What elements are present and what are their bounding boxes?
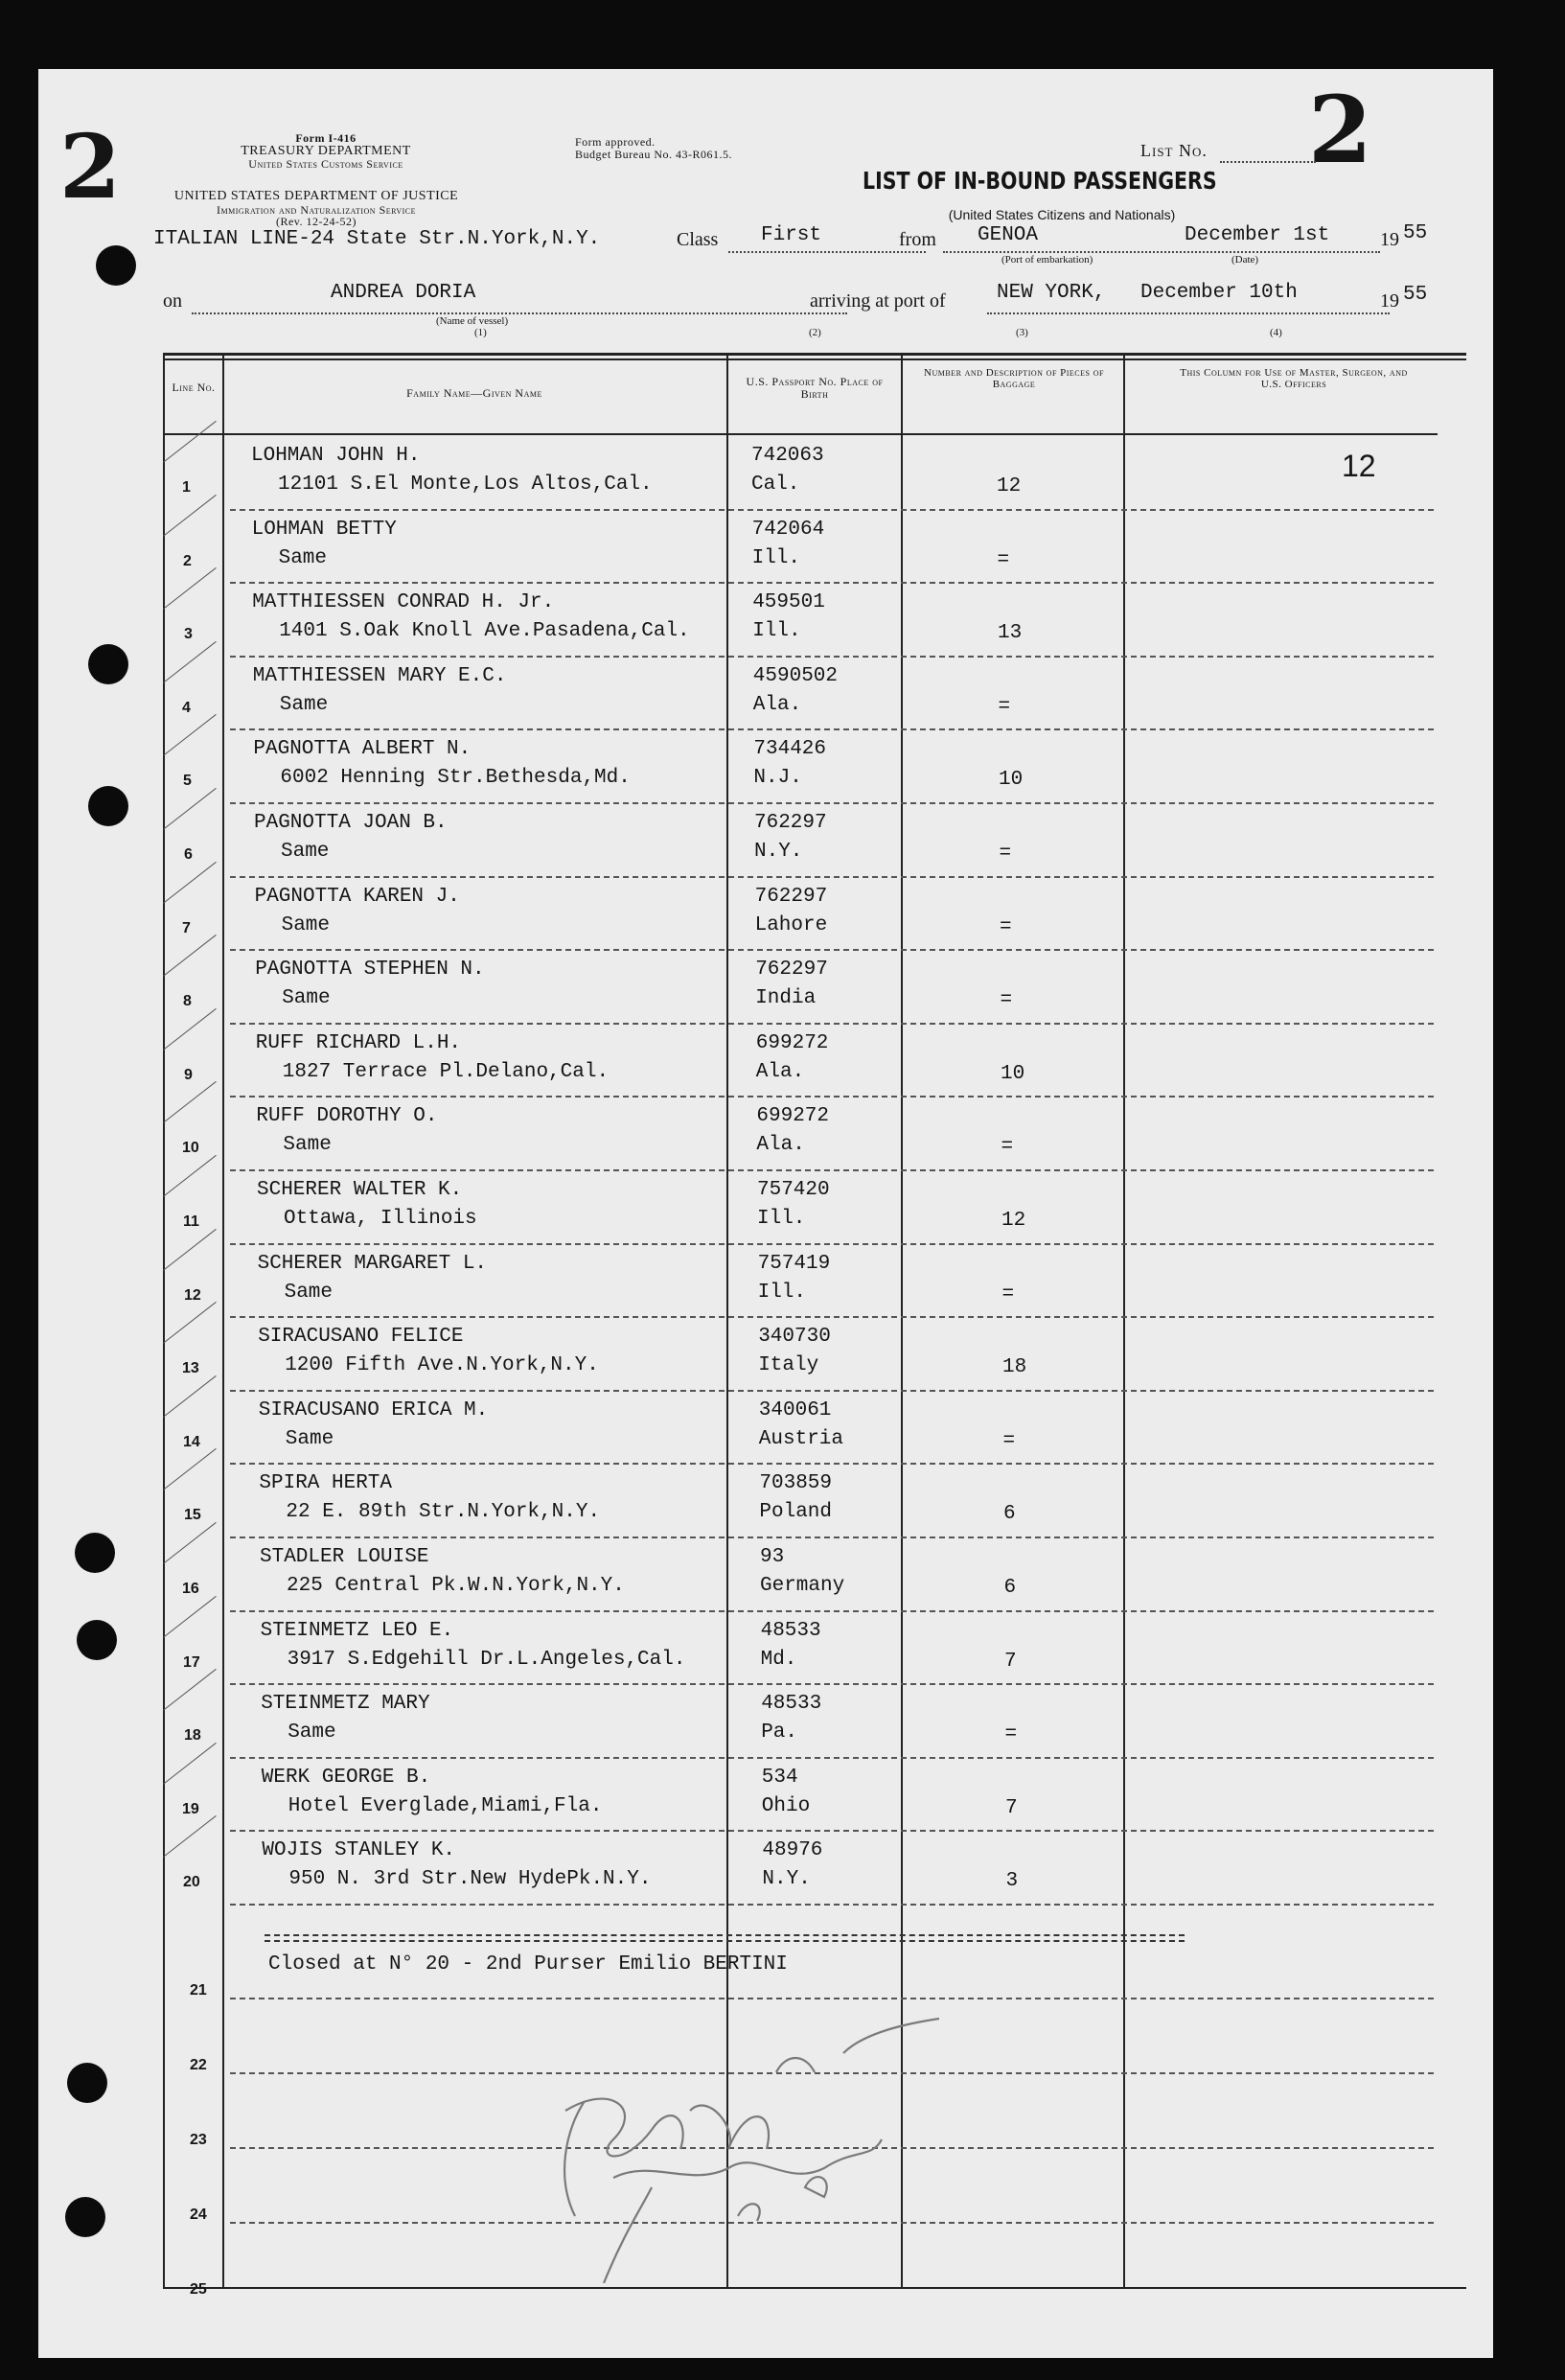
list-no-line (1220, 161, 1316, 163)
page-subtitle: (United States Citizens and Nationals) (948, 207, 1176, 222)
form-number: Form I-416 (295, 131, 357, 145)
place-of-birth: Germany (760, 1575, 845, 1597)
passenger-name: STADLER LOUISE (260, 1546, 429, 1568)
passport-number: 703859 (759, 1472, 833, 1495)
line-number: 12 (184, 1286, 201, 1304)
passenger-name: SPIRA HERTA (259, 1472, 393, 1495)
baggage-count: 12 (997, 475, 1022, 497)
passenger-address: Same (279, 693, 329, 716)
place-of-birth: Lahore (754, 913, 828, 936)
budget-bureau: Budget Bureau No. 43-R061.5. (575, 147, 732, 161)
punch-hole (88, 644, 128, 684)
baggage-count: = (1000, 915, 1012, 938)
passenger-name: SCHERER MARGARET L. (257, 1252, 488, 1275)
page-title: LIST OF IN-BOUND PASSENGERS (863, 167, 1217, 195)
passport-number: 48533 (760, 1619, 821, 1642)
column-3-caption: (3) (1016, 327, 1028, 338)
line-number: 11 (183, 1213, 199, 1230)
row-divider (230, 1463, 1434, 1465)
baggage-count: 10 (1001, 1062, 1025, 1085)
document-page (38, 69, 1493, 2358)
place-of-birth: Ala. (752, 693, 802, 716)
baggage-count: = (1001, 1136, 1014, 1159)
check-mark (163, 935, 217, 977)
passport-number: 340061 (758, 1398, 832, 1421)
arrival-line (987, 312, 1390, 314)
arrival-year: 55 (1403, 284, 1428, 306)
passenger-address: Same (281, 913, 331, 936)
row-divider (230, 1096, 1434, 1098)
check-mark (163, 1743, 217, 1785)
passenger-address: Ottawa, Illinois (284, 1208, 477, 1230)
line-number: 4 (182, 699, 191, 716)
passenger-address: 1401 S.Oak Knoll Ave.Pasadena,Cal. (279, 620, 690, 643)
arrival-port: NEW YORK, (997, 282, 1106, 304)
baggage-count: = (998, 695, 1011, 718)
column-4-caption: (4) (1270, 327, 1282, 338)
column-1-caption: (1) (474, 327, 487, 338)
baggage-count: = (1004, 1723, 1018, 1746)
check-mark (163, 1081, 217, 1123)
place-of-birth: Italy (758, 1354, 819, 1377)
vessel-name: ANDREA DORIA (331, 282, 476, 304)
officer-note: 12 (1342, 449, 1376, 483)
passport-number: 762297 (754, 885, 828, 908)
baggage-count: = (997, 548, 1010, 571)
check-mark (163, 1228, 217, 1270)
passenger-address: Same (282, 987, 331, 1010)
line-number: 15 (184, 1507, 201, 1524)
line-number: 25 (190, 2281, 207, 2298)
passenger-address: Same (284, 1281, 334, 1304)
row-divider (230, 1904, 1434, 1906)
check-mark (163, 861, 217, 903)
row-divider (230, 1683, 1434, 1685)
row-divider (230, 949, 1434, 951)
passport-number: 699272 (755, 1031, 829, 1054)
treasury-dept: TREASURY DEPARTMENT (241, 143, 411, 158)
place-of-birth: India (755, 987, 817, 1010)
check-mark (163, 714, 217, 756)
shipping-line: ITALIAN LINE-24 State Str.N.York,N.Y. (153, 228, 601, 250)
line-number: 20 (183, 1874, 200, 1891)
passport-number: 48976 (762, 1839, 823, 1862)
baggage-count: 7 (1005, 1796, 1018, 1819)
form-approval (575, 136, 786, 160)
check-mark (163, 641, 217, 683)
line-number: 17 (183, 1653, 200, 1671)
line-number: 7 (182, 919, 191, 936)
table-top-border-inner (163, 358, 1466, 360)
class-value: First (761, 224, 822, 246)
passenger-address: 22 E. 89th Str.N.York,N.Y. (286, 1501, 601, 1524)
place-of-birth: N.Y. (754, 841, 803, 863)
check-mark (163, 1522, 217, 1564)
passport-number: 762297 (755, 959, 828, 982)
passenger-address: 6002 Henning Str.Bethesda,Md. (280, 767, 631, 790)
line-number: 5 (183, 773, 192, 790)
header-baggage: Number and Description of Pieces of Baggage (924, 367, 1104, 390)
passenger-address: Same (278, 546, 328, 569)
passenger-name: LOHMAN BETTY (251, 518, 397, 541)
passenger-address: Same (285, 1427, 334, 1450)
passenger-name: WERK GEORGE B. (261, 1766, 431, 1789)
arriving-label: arriving at port of (810, 290, 946, 312)
row-divider (230, 876, 1434, 878)
class-line (728, 251, 926, 253)
baggage-count: = (1001, 1282, 1015, 1306)
passenger-name: SCHERER WALTER K. (257, 1179, 463, 1201)
punch-hole (88, 786, 128, 826)
check-mark (163, 1008, 217, 1051)
passport-number: 734426 (753, 738, 827, 761)
line-number: 14 (183, 1433, 200, 1450)
passenger-name: STEINMETZ MARY (261, 1693, 430, 1716)
line-number: 22 (190, 2057, 207, 2073)
passenger-address: Same (288, 1721, 336, 1745)
passport-number: 757419 (757, 1252, 831, 1275)
place-of-birth: Ill. (757, 1281, 807, 1304)
passport-number: 459501 (752, 591, 825, 614)
passenger-name: SIRACUSANO FELICE (258, 1326, 464, 1349)
place-of-birth: Ohio (761, 1794, 811, 1817)
place-of-birth: Ill. (757, 1208, 806, 1230)
punch-hole (77, 1620, 117, 1660)
embarkation-port: GENOA (978, 224, 1039, 246)
passport-number: 742063 (751, 445, 824, 467)
form-revision: (Rev. 12-24-52) (275, 215, 357, 229)
passenger-name: RUFF RICHARD L.H. (255, 1031, 462, 1054)
departure-date: December 1st (1185, 224, 1330, 246)
form-approved: Form approved. (575, 135, 656, 149)
punch-hole (67, 2063, 107, 2103)
vessel-line (192, 312, 847, 314)
check-mark (163, 1375, 217, 1418)
header-officers: This Column for Use of Master, Surgeon, and U.S. Officers (1180, 367, 1408, 390)
passport-number: 762297 (754, 812, 827, 834)
place-of-birth: Poland (759, 1501, 833, 1524)
punch-hole (75, 1533, 115, 1573)
row-divider (230, 802, 1434, 804)
place-of-birth: Ala. (755, 1060, 805, 1083)
header-line-no: Line No. (172, 381, 216, 394)
row-divider (230, 509, 1434, 511)
header-passport: U.S. Passport No. Place of Birth (746, 375, 884, 401)
baggage-count: = (1002, 1429, 1016, 1452)
passenger-name: LOHMAN JOHN H. (251, 445, 421, 467)
place-of-birth: Cal. (751, 474, 800, 496)
punch-hole (65, 2197, 105, 2237)
line-number: 3 (184, 626, 193, 643)
line-number: 10 (182, 1140, 199, 1157)
passenger-name: MATTHIESSEN CONRAD H. Jr. (252, 591, 555, 614)
passenger-address: 1827 Terrace Pl.Delano,Cal. (282, 1060, 610, 1083)
row-divider (230, 1610, 1434, 1612)
passport-number: 4590502 (752, 664, 839, 687)
check-mark (163, 788, 217, 830)
line-number: 2 (183, 552, 192, 569)
passport-number: 93 (760, 1546, 785, 1568)
passport-number: 534 (761, 1766, 798, 1789)
arrival-date: December 10th (1140, 282, 1298, 304)
place-of-birth: Austria (758, 1427, 844, 1450)
place-of-birth: Ill. (752, 620, 801, 643)
place-of-birth: N.Y. (762, 1868, 811, 1891)
check-mark (163, 1448, 217, 1490)
check-mark (163, 1669, 217, 1711)
line-number: 23 (190, 2132, 207, 2148)
passenger-name: STEINMETZ LEO E. (260, 1619, 454, 1642)
corner-page-number: 2 (59, 115, 122, 219)
port-caption: (Port of embarkation) (1001, 254, 1093, 266)
row-divider (230, 1316, 1434, 1318)
passenger-name: PAGNOTTA STEPHEN N. (255, 959, 485, 982)
line-number: 18 (184, 1727, 201, 1745)
closing-rule-2 (265, 1940, 1185, 1942)
header-bottom-border (163, 433, 1438, 435)
baggage-count: 6 (1003, 1503, 1016, 1526)
line-number: 6 (184, 846, 193, 863)
passenger-name: SIRACUSANO ERICA M. (258, 1398, 489, 1421)
place-of-birth: Ill. (751, 546, 801, 569)
baggage-count: 6 (1003, 1577, 1017, 1599)
baggage-count: 7 (1004, 1650, 1017, 1673)
baggage-count: = (1000, 989, 1013, 1012)
on-label: on (163, 290, 182, 312)
closing-rule (265, 1934, 1185, 1936)
closing-note: Closed at N° 20 - 2nd Purser Emilio BERTINI (268, 1953, 788, 1976)
passenger-address: Hotel Everglade,Miami,Fla. (288, 1794, 603, 1817)
from-label: from (899, 229, 936, 250)
check-mark (163, 421, 217, 463)
line-number: 16 (182, 1581, 199, 1597)
customs-service: United States Customs Service (248, 157, 403, 172)
baggage-count: = (999, 843, 1012, 865)
column-2-caption: (2) (809, 327, 821, 338)
form-header-left (182, 132, 470, 171)
row-divider (230, 1169, 1434, 1171)
row-divider (230, 1537, 1434, 1538)
passport-number: 699272 (756, 1105, 830, 1128)
passenger-address: Same (281, 841, 330, 863)
baggage-count: 18 (1002, 1356, 1027, 1379)
line-number: 1 (182, 479, 191, 496)
line-number: 8 (183, 993, 192, 1010)
baggage-count: 10 (999, 769, 1024, 792)
line-number: 21 (190, 1982, 207, 1999)
passport-number: 757420 (757, 1179, 830, 1201)
table-left-border (163, 353, 165, 2289)
baggage-count: 12 (1001, 1210, 1026, 1232)
passenger-name: WOJIS STANLEY K. (262, 1839, 456, 1862)
baggage-count: 13 (998, 622, 1023, 645)
from-line (943, 251, 1380, 253)
passport-number: 742064 (751, 518, 825, 541)
passenger-name: MATTHIESSEN MARY E.C. (252, 664, 507, 687)
row-divider (230, 582, 1434, 584)
passenger-name: PAGNOTTA JOAN B. (254, 812, 448, 834)
row-divider (230, 656, 1434, 658)
vessel-caption: (Name of vessel) (436, 315, 509, 327)
check-mark (163, 567, 217, 610)
justice-dept: UNITED STATES DEPARTMENT OF JUSTICE (173, 189, 459, 203)
check-mark (163, 494, 217, 536)
passenger-name: PAGNOTTA ALBERT N. (253, 738, 472, 761)
list-no-label: List No. (1140, 141, 1208, 160)
place-of-birth: Pa. (761, 1721, 797, 1745)
line-number: 24 (190, 2207, 207, 2223)
line-number: 13 (182, 1360, 199, 1377)
passenger-address: Same (283, 1134, 332, 1157)
passenger-address: 225 Central Pk.W.N.York,N.Y. (287, 1575, 625, 1597)
row-divider (230, 1757, 1434, 1759)
row-divider (230, 1830, 1434, 1832)
form-header-justice (134, 190, 498, 228)
passenger-address: 12101 S.El Monte,Los Altos,Cal. (278, 474, 653, 496)
check-mark (163, 1815, 217, 1858)
passenger-name: PAGNOTTA KAREN J. (254, 885, 460, 908)
place-of-birth: N.J. (753, 767, 802, 790)
row-divider (230, 1023, 1434, 1025)
handwritten-signature (498, 1996, 939, 2283)
passenger-address: 3917 S.Edgehill Dr.L.Angeles,Cal. (287, 1648, 686, 1671)
immigration-service: Immigration and Naturalization Service (216, 202, 416, 217)
passport-number: 340730 (758, 1326, 831, 1349)
baggage-count: 3 (1005, 1870, 1019, 1893)
passenger-address: 1200 Fifth Ave.N.York,N.Y. (285, 1354, 599, 1377)
class-label: Class (677, 229, 719, 250)
check-mark (163, 1595, 217, 1637)
place-of-birth: Md. (760, 1648, 797, 1671)
check-mark (163, 1302, 217, 1344)
passenger-address: 950 N. 3rd Str.New HydePk.N.Y. (288, 1868, 652, 1891)
table-top-border (163, 353, 1466, 356)
table-bottom-border (163, 2287, 1466, 2289)
arrival-year-prefix: 19 (1380, 290, 1399, 312)
row-divider (230, 1390, 1434, 1392)
list-number-stamp: 2 (1308, 76, 1372, 184)
line-number-divider (222, 355, 224, 2289)
line-number: 9 (184, 1066, 193, 1083)
place-of-birth: Ala. (756, 1134, 805, 1157)
departure-year-prefix: 19 (1380, 229, 1399, 250)
check-mark (163, 1155, 217, 1197)
date-caption: (Date) (1231, 254, 1259, 266)
row-divider (230, 1243, 1434, 1245)
punch-hole (96, 245, 136, 286)
header-name: Family Name—Given Name (406, 386, 542, 400)
passenger-name: RUFF DOROTHY O. (256, 1105, 438, 1128)
row-divider (230, 728, 1434, 730)
passport-number: 48533 (761, 1693, 822, 1716)
line-number: 19 (182, 1800, 199, 1817)
departure-year: 55 (1403, 222, 1428, 244)
